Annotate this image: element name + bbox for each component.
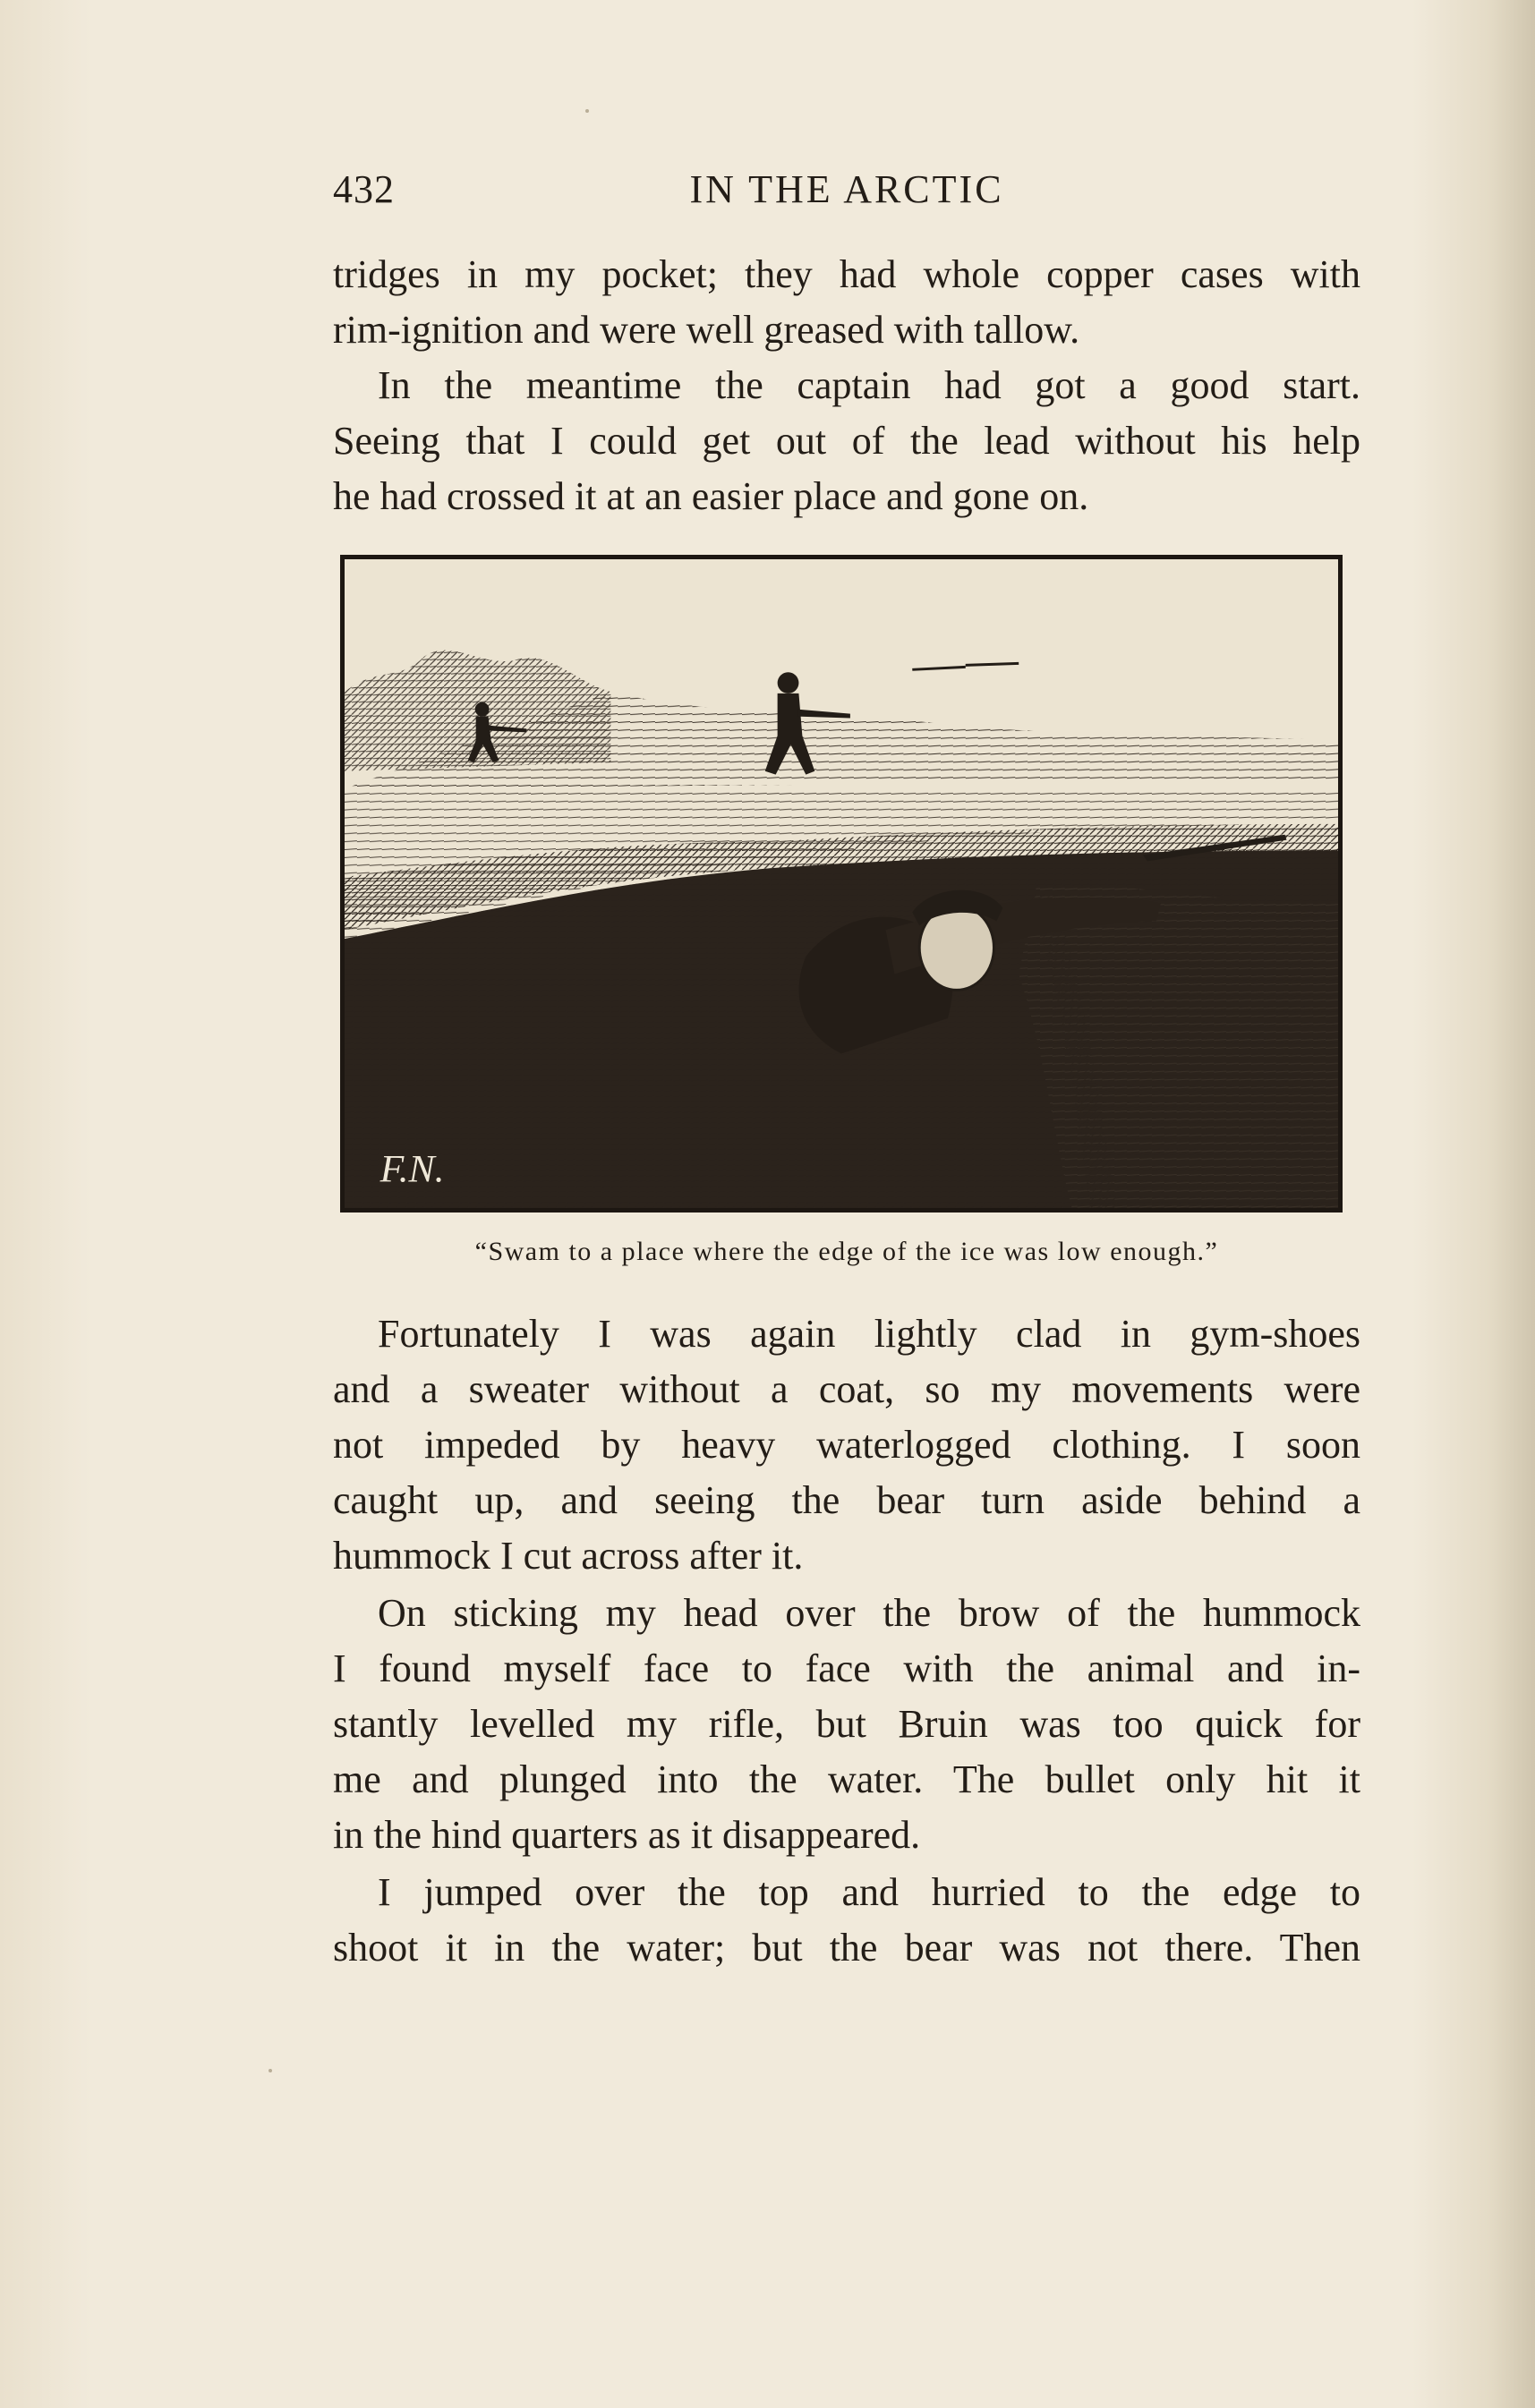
paper-speck [585, 109, 589, 113]
text-line: me and plunged into the water. The bullet only hit it [333, 1757, 1360, 1801]
text-line: Seeing that I could get out of the lead without his help [333, 419, 1360, 463]
text-line: tridges in my pocket; they had whole copper cases with [333, 252, 1360, 296]
text-line: he had crossed it at an easier place and gone on. [333, 474, 1089, 518]
paper-speck [269, 2069, 272, 2072]
illustration-drawing [345, 559, 1338, 1208]
paragraph-4 [333, 1586, 1360, 1863]
paragraph-2 [333, 358, 1360, 524]
illustration-signature: F.N. [379, 1147, 445, 1191]
text-line: stantly levelled my rifle, but Bruin was too quick for [333, 1702, 1360, 1746]
text-line: not impeded by heavy waterlogged clothing. I soon [333, 1423, 1360, 1467]
text-line: hummock I cut across after it. [333, 1534, 804, 1578]
text-line: in the hind quarters as it disappeared. [333, 1813, 921, 1857]
text-line: I found myself face to face with the animal and in- [333, 1646, 1360, 1690]
paragraph-1 [333, 247, 1360, 358]
paragraph-3 [333, 1306, 1360, 1584]
page-header [333, 163, 1360, 217]
text-line: On sticking my head over the brow of the hummock [378, 1591, 1360, 1635]
illustration-caption: “Swam to a place where the edge of the ice was low enough.” [474, 1237, 1219, 1266]
text-line: shoot it in the water; but the bear was not there. Then [333, 1926, 1360, 1970]
text-line: rim-ignition and were well greased with tallow. [333, 308, 1080, 352]
running-head: IN THE ARCTIC [689, 167, 1004, 211]
text-line: and a sweater without a coat, so my movements were [333, 1367, 1360, 1411]
text-line: Fortunately I was again lightly clad in gym-shoes [378, 1312, 1360, 1356]
illustration [340, 555, 1343, 1213]
text-line: I jumped over the top and hurried to the edge to [378, 1870, 1360, 1914]
text-line: caught up, and seeing the bear turn aside behind a [333, 1478, 1360, 1522]
paragraph-5 [333, 1865, 1360, 1976]
text-line: In the meantime the captain had got a good start. [378, 363, 1360, 407]
page-number: 432 [333, 167, 395, 211]
